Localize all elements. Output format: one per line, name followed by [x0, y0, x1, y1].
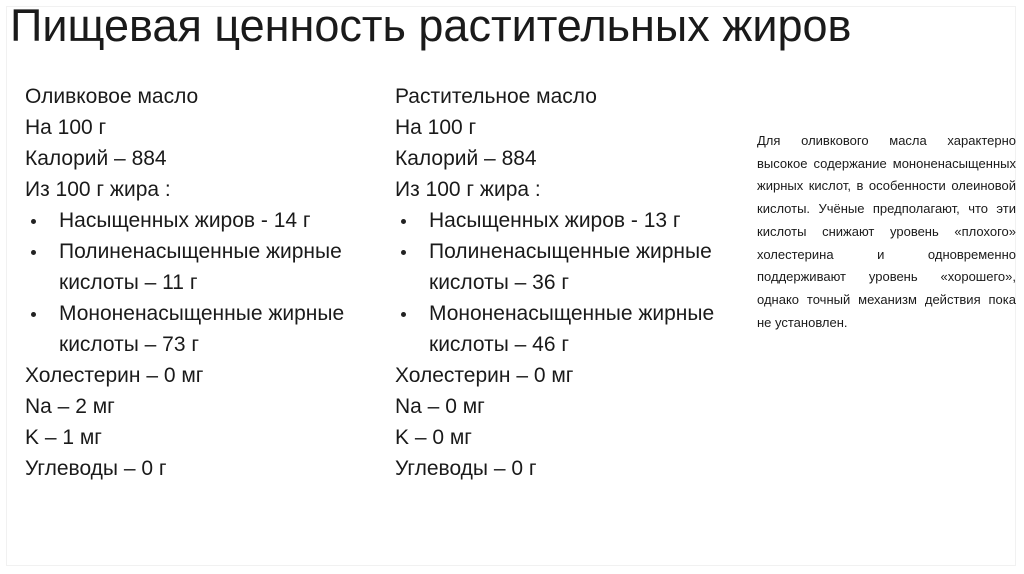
bullet-icon: [398, 205, 410, 236]
olive-oil-bullet-saturated: [25, 205, 377, 236]
olive-oil-potassium: K – 1 мг: [25, 426, 102, 449]
olive-oil-carbs: Углеводы – 0 г: [25, 457, 167, 480]
vegetable-oil-bullet-saturated: [395, 205, 745, 236]
vegetable-oil-bullet-monounsaturated: [395, 298, 745, 360]
vegetable-oil-sodium: Na – 0 мг: [395, 395, 485, 418]
olive-oil-polyunsaturated-text: Полиненасыщенные жирные кислоты – 11 г: [59, 240, 342, 294]
vegetable-oil-column: [395, 81, 745, 484]
page-title: Пищевая ценность растительных жиров: [10, 0, 852, 51]
olive-oil-calories: Калорий – 884: [25, 147, 167, 170]
vegetable-oil-cholesterol: Холестерин – 0 мг: [395, 364, 574, 387]
olive-oil-fat-intro: Из 100 г жира :: [25, 178, 171, 201]
vegetable-oil-polyunsaturated-text: Полиненасыщенные жирные кислоты – 36 г: [429, 240, 712, 294]
olive-oil-heading: Оливковое масло: [25, 85, 199, 108]
vegetable-oil-fat-intro: Из 100 г жира :: [395, 178, 541, 201]
olive-oil-bullet-polyunsaturated: [25, 236, 377, 298]
bullet-icon: [398, 236, 410, 267]
vegetable-oil-saturated-text: Насыщенных жиров - 13 г: [429, 209, 681, 232]
olive-oil-saturated-text: Насыщенных жиров - 14 г: [59, 209, 311, 232]
vegetable-oil-bullet-polyunsaturated: [395, 236, 745, 298]
olive-oil-monounsaturated-text: Мононенасыщенные жирные кислоты – 73 г: [59, 302, 345, 356]
vegetable-oil-monounsaturated-text: Мононенасыщенные жирные кислоты – 46 г: [429, 302, 715, 356]
vegetable-oil-per: На 100 г: [395, 116, 477, 139]
bullet-icon: [28, 298, 40, 329]
vegetable-oil-carbs: Углеводы – 0 г: [395, 457, 537, 480]
olive-oil-column: [25, 81, 377, 484]
bullet-icon: [28, 236, 40, 267]
olive-oil-sodium: Na – 2 мг: [25, 395, 115, 418]
bullet-icon: [398, 298, 410, 329]
olive-oil-bullet-monounsaturated: [25, 298, 377, 360]
olive-oil-per: На 100 г: [25, 116, 107, 139]
bullet-icon: [28, 205, 40, 236]
olive-oil-note: Для оливкового масла характерно высокое содержание мононенасыщенных жирных кислот, в особенности олеиновой кислоты. Учёные предполагают, что эти кислоты снижают уровень «плохого» холестерина и одновременно поддерживают уровень «хорошего», однако точный механизм действия пока не установлен.: [757, 133, 1016, 330]
vegetable-oil-potassium: K – 0 мг: [395, 426, 472, 449]
vegetable-oil-heading: Растительное масло: [395, 85, 597, 108]
olive-oil-cholesterol: Холестерин – 0 мг: [25, 364, 204, 387]
vegetable-oil-calories: Калорий – 884: [395, 147, 537, 170]
